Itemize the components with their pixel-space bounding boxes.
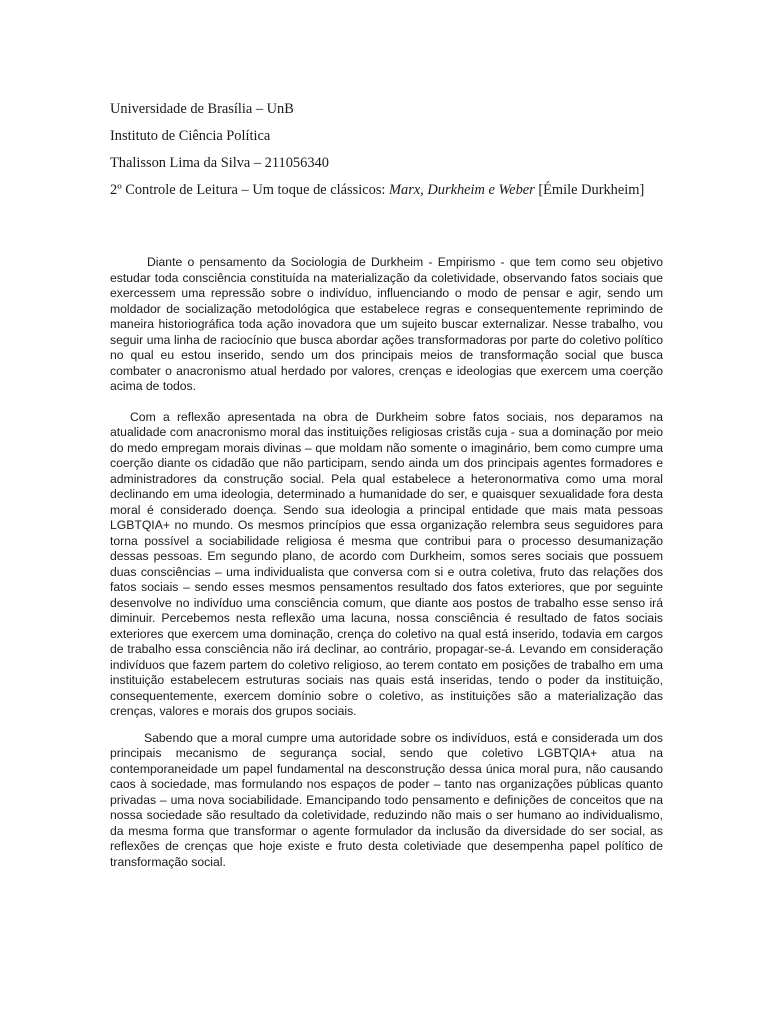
document-title bbox=[110, 181, 710, 199]
document-header bbox=[110, 100, 710, 208]
institute-line: Instituto de Ciência Política bbox=[110, 128, 271, 144]
title-italic: Marx, Durkheim e Weber bbox=[389, 182, 535, 198]
paragraph-3: Sabendo que a moral cumpre uma autoridade sobre os indivíduos, está e considerada um dos principais mecanismo de segurança social, sendo que coletivo LGBTQIA+ atua na contemporaneidade um papel fundamental na desconstrução dessa única moral pura, não causando caos à sociedade, mas formulando nos espaços de poder – tanto nas organizações públicas quanto privadas – uma nova sociabilidade. Emancipando todo pensamento e definições de conceitos que na nossa sociedade são resultado da coletividade, reduzindo não mais o ser humano ao individualismo, da mesma forma que transformar o agente formulador da inclusão da diversidade do ser social, as reflexões de crenças que hoje existe e fruto desta coletiviade que desempenha papel político de transformação social. bbox=[110, 730, 663, 869]
paragraph-1: Diante o pensamento da Sociologia de Durkheim - Empirismo - que tem como seu objetivo estudar toda consciência constituída na materialização da coletividade, observando fatos sociais que exercessem uma repressão sobre o indivíduo, influenciando o modo de pensar e agir, sendo um moldador de socialização metodológica que estabelece regras e consequentemente reprimindo de maneira historiográfica toda ação inovadora que um sujeito buscar externalizar. Nesse trabalho, vou seguir uma linha de raciocínio que busca abordar ações transformadoras por parte do coletivo político no qual eu estou inserido, sendo um dos principais meios de transformação social que busca combater o anacronismo atual herdado por valores, crenças e ideologias que exercem uma coerção acima de todos. bbox=[110, 255, 663, 393]
title-prefix: 2º Controle de Leitura – Um toque de clássicos: bbox=[110, 182, 390, 198]
title-suffix: [Émile Durkheim] bbox=[534, 182, 645, 198]
author-line: Thalisson Lima da Silva – 211056340 bbox=[110, 155, 329, 171]
document-body bbox=[110, 255, 663, 870]
paragraph-2: Com a reflexão apresentada na obra de Durkheim sobre fatos sociais, nos deparamos na atualidade com anacronismo moral das instituições religiosas cristãs cuja - sua a dominação por meio do medo empregam morais divinas – que moldam não somente o imaginário, bem como cumpre uma coerção diante os cidadão que não participam, sendo ainda um dos principais agentes formadores e administradores da construção social. Pela qual estabelece a heteronormativa como uma moral declinando em uma ideologia, determinado a humanidade do ser, e quaisquer sexualidade fora desta moral é considerado doença. Sendo sua ideologia a principal entidade que mais mata pessoas LGBTQIA+ no mundo. Os mesmos princípios que essa organização relembra seus seguidores para torna possível a sociabilidade religiosa é mesma que contribui para o processo desumanização dessas pessoas. Em segundo plano, de acordo com Durkheim, somos seres sociais que possuem duas consciências – uma individualista que conversa com si e outra coletiva, fruto das relações dos fatos sociais – sendo esses mesmos pensamentos resultado dos fatos exteriores, que por seguinte desenvolve no indivíduo uma consciência comum, que diante aos postos de trabalho esse senso irá diminuir. Percebemos nesta reflexão uma lacuna, nossa consciência é resultado de fatos sociais exteriores que exercem uma dominação, crença do coletivo na qual está inserido, todavia em cargos de trabalho essa consciência não irá declinar, ao contrário, propagar-se-á. Levando em consideração indivíduos que fazem partem do coletivo religioso, ao terem contato em posições de trabalho em uma instituição estabelecem estruturas sociais nas quais está inseridas, tendo o poder da instituição, consequentemente, exercem domínio sobre o coletivo, as instituições são a materialização das crenças, valores e morais dos grupos sociais. bbox=[110, 409, 663, 718]
university-line: Universidade de Brasília – UnB bbox=[110, 101, 294, 117]
